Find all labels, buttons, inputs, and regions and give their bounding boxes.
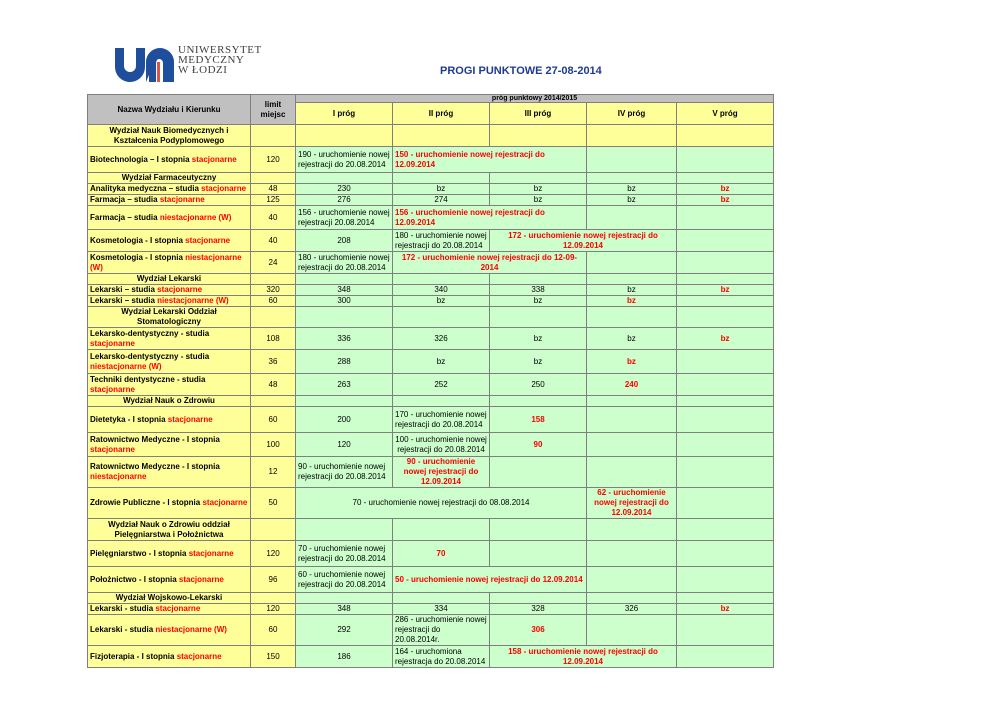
header-limit: limit miejsc — [251, 95, 296, 125]
table-row — [88, 374, 774, 396]
table-cell: bz — [587, 285, 677, 296]
table-cell — [677, 541, 774, 567]
table-cell: Położnictwo - I stopnia stacjonarne — [88, 567, 251, 593]
table-cell: 150 - uruchomienie nowej rejestracji do 12.09.2014 — [393, 147, 587, 173]
table-cell: 70 — [393, 541, 490, 567]
table-cell — [677, 519, 774, 541]
table-cell: 320 — [251, 285, 296, 296]
table-cell — [587, 541, 677, 567]
table-cell: 158 - uruchomienie nowej rejestracji do 12.09.2014 — [490, 646, 677, 668]
table-cell: Lekarski – studia niestacjonarne (W) — [88, 296, 251, 307]
header-p5: V próg — [677, 103, 774, 125]
table-cell — [490, 396, 587, 407]
table-cell — [251, 274, 296, 285]
table-cell: 274 — [393, 195, 490, 206]
table-cell — [587, 519, 677, 541]
header-p2: II próg — [393, 103, 490, 125]
table-cell — [587, 147, 677, 173]
table-cell: Lekarsko-dentystyczny - studia niestacjonarne (W) — [88, 350, 251, 374]
table-cell: Fizjoterapia - I stopnia stacjonarne — [88, 646, 251, 668]
table-row — [88, 407, 774, 433]
table-cell: 230 — [296, 184, 393, 195]
table-cell: bz — [393, 296, 490, 307]
thresholds-table — [87, 94, 774, 668]
table-cell: Farmacja – studia stacjonarne — [88, 195, 251, 206]
table-cell — [393, 274, 490, 285]
table-cell — [677, 646, 774, 668]
table-cell: 336 — [296, 328, 393, 350]
table-cell — [587, 593, 677, 604]
table-cell: 326 — [393, 328, 490, 350]
table-cell: 326 — [587, 604, 677, 615]
logo-line-2: MEDYCZNY — [178, 54, 245, 66]
table-cell: 36 — [251, 350, 296, 374]
table-cell — [251, 307, 296, 328]
table-cell: Farmacja – studia niestacjonarne (W) — [88, 206, 251, 230]
table-cell: bz — [587, 184, 677, 195]
table-cell — [677, 173, 774, 184]
table-cell — [677, 125, 774, 147]
header-p4: IV próg — [587, 103, 677, 125]
table-cell — [587, 407, 677, 433]
table-cell: Lekarsko-dentystyczny - studia stacjonarne — [88, 328, 251, 350]
table-cell: bz — [587, 195, 677, 206]
table-row — [88, 646, 774, 668]
table-cell — [490, 307, 587, 328]
table-cell — [490, 173, 587, 184]
table-cell: bz — [587, 296, 677, 307]
table-cell — [677, 274, 774, 285]
table-cell — [251, 173, 296, 184]
table-row — [88, 488, 774, 519]
table-cell — [677, 615, 774, 646]
table-cell: 40 — [251, 206, 296, 230]
table-cell — [296, 396, 393, 407]
table-cell — [587, 125, 677, 147]
table-cell: 252 — [393, 374, 490, 396]
table-cell: 24 — [251, 252, 296, 274]
table-cell: Kosmetologia - I stopnia stacjonarne — [88, 230, 251, 252]
table-cell: 96 — [251, 567, 296, 593]
table-cell: bz — [677, 195, 774, 206]
table-cell — [490, 593, 587, 604]
table-cell — [393, 519, 490, 541]
table-cell — [393, 593, 490, 604]
table-cell: 48 — [251, 374, 296, 396]
header-group: próg punktowy 2014/2015 — [296, 95, 774, 103]
table-cell: 292 — [296, 615, 393, 646]
table-cell: 90 — [490, 433, 587, 457]
table-cell — [677, 252, 774, 274]
table-cell: 348 — [296, 604, 393, 615]
table-cell: 108 — [251, 328, 296, 350]
table-row — [88, 285, 774, 296]
table-cell: 276 — [296, 195, 393, 206]
table-cell — [251, 396, 296, 407]
table-cell: bz — [490, 195, 587, 206]
table-cell: 156 - uruchomienie nowej rejestracji do 12.09.2014 — [393, 206, 587, 230]
table-cell: 348 — [296, 285, 393, 296]
table-cell: bz — [490, 296, 587, 307]
table-cell: 300 — [296, 296, 393, 307]
table-cell: 70 - uruchomienie nowej rejestracji do 08.08.2014 — [296, 488, 587, 519]
table-row — [88, 541, 774, 567]
table-cell: 170 - uruchomienie nowej rejestracji do 20.08.2014 — [393, 407, 490, 433]
table-cell: 50 - uruchomienie nowej rejestracji do 12.09.2014 — [393, 567, 587, 593]
section-heading: Wydział Lekarski — [88, 274, 251, 285]
table-cell: 172 - uruchomienie nowej rejestracji do 12.09.2014 — [490, 230, 677, 252]
table-cell: 100 — [251, 433, 296, 457]
table-cell — [587, 457, 677, 488]
table-cell: 306 — [490, 615, 587, 646]
table-cell: 288 — [296, 350, 393, 374]
table-cell: 328 — [490, 604, 587, 615]
table-cell: 100 - uruchomienie nowej rejestracji do 20.08.2014 — [393, 433, 490, 457]
table-cell: 200 — [296, 407, 393, 433]
header-p3: III próg — [490, 103, 587, 125]
table-cell: bz — [393, 184, 490, 195]
table-cell — [296, 274, 393, 285]
table-cell: 164 - uruchomiona rejestracja do 20.08.2014 — [393, 646, 490, 668]
table-row — [88, 457, 774, 488]
table-cell — [677, 147, 774, 173]
table-row — [88, 252, 774, 274]
table-cell: 172 - uruchomienie nowej rejestracji do 12-09-2014 — [393, 252, 587, 274]
table-cell: 340 — [393, 285, 490, 296]
table-cell — [587, 173, 677, 184]
table-cell — [677, 457, 774, 488]
table-cell: 90 - uruchomienie nowej rejestracji do 12.09.2014 — [393, 457, 490, 488]
table-cell — [490, 541, 587, 567]
table-cell: 50 — [251, 488, 296, 519]
table-cell: 208 — [296, 230, 393, 252]
table-cell — [677, 206, 774, 230]
table-row — [88, 604, 774, 615]
section-heading: Wydział Wojskowo-Lekarski — [88, 593, 251, 604]
table-cell: 48 — [251, 184, 296, 195]
logo-text — [178, 45, 262, 75]
table-row — [88, 433, 774, 457]
table-cell — [587, 433, 677, 457]
table-cell — [296, 593, 393, 604]
table-cell — [587, 615, 677, 646]
table-cell — [490, 125, 587, 147]
table-cell: 12 — [251, 457, 296, 488]
table-cell — [677, 433, 774, 457]
table-cell: Lekarski – studia stacjonarne — [88, 285, 251, 296]
table-cell — [677, 374, 774, 396]
table-cell — [251, 125, 296, 147]
table-row — [88, 567, 774, 593]
table-row — [88, 615, 774, 646]
section-heading: Wydział Nauk o Zdrowiu oddział Pielęgniarstwa i Położnictwa — [88, 519, 251, 541]
table-cell: Techniki dentystyczne - studia stacjonarne — [88, 374, 251, 396]
table-cell: 70 - uruchomienie nowej rejestracji do 20.08.2014 — [296, 541, 393, 567]
table-cell: bz — [587, 328, 677, 350]
header-name: Nazwa Wydziału i Kierunku — [88, 95, 251, 125]
table-cell: 120 — [296, 433, 393, 457]
table-cell: Ratownictwo Medyczne - I stopnia stacjonarne — [88, 433, 251, 457]
table-cell: Pielęgniarstwo - I stopnia stacjonarne — [88, 541, 251, 567]
table-cell: Ratownictwo Medyczne - I stopnia niestacjonarne — [88, 457, 251, 488]
table-cell — [677, 307, 774, 328]
table-cell: 263 — [296, 374, 393, 396]
table-cell — [393, 173, 490, 184]
table-cell — [393, 396, 490, 407]
table-cell: 60 — [251, 296, 296, 307]
table-cell — [490, 457, 587, 488]
table-cell — [393, 307, 490, 328]
table-cell — [677, 407, 774, 433]
table-cell: 60 — [251, 407, 296, 433]
table-row — [88, 296, 774, 307]
table-cell: 120 — [251, 147, 296, 173]
table-cell — [296, 173, 393, 184]
table-cell: 286 - uruchomienie nowej rejestracji do 20.08.2014r. — [393, 615, 490, 646]
table-cell — [587, 307, 677, 328]
table-cell: Zdrowie Publiczne - I stopnia stacjonarne — [88, 488, 251, 519]
table-cell: 62 - uruchomienie nowej rejestracji do 12.09.2014 — [587, 488, 677, 519]
table-cell: 60 - uruchomienie nowej rejestracji do 20.08.2014 — [296, 567, 393, 593]
table-cell — [587, 274, 677, 285]
table-cell: bz — [587, 350, 677, 374]
table-cell — [677, 230, 774, 252]
table-cell — [587, 567, 677, 593]
table-cell — [677, 593, 774, 604]
table-cell: bz — [490, 184, 587, 195]
table-cell: Dietetyka - I stopnia stacjonarne — [88, 407, 251, 433]
section-heading: Wydział Farmaceutyczny — [88, 173, 251, 184]
table-cell: Lekarski - studia niestacjonarne (W) — [88, 615, 251, 646]
table-row — [88, 195, 774, 206]
table-cell: bz — [490, 328, 587, 350]
table-cell — [587, 252, 677, 274]
table-cell — [677, 296, 774, 307]
page-title: PROGI PUNKTOWE 27-08-2014 — [440, 65, 602, 77]
table-cell: 156 - uruchomienie nowej rejestracji 20.08.2014 — [296, 206, 393, 230]
table-row — [88, 230, 774, 252]
table-cell: Lekarski - studia stacjonarne — [88, 604, 251, 615]
table-cell — [677, 396, 774, 407]
table-cell: bz — [677, 604, 774, 615]
table-cell: 180 - uruchomienie nowej rejestracji do 20.08.2014 — [296, 252, 393, 274]
table-cell — [677, 488, 774, 519]
table-row — [88, 328, 774, 350]
table-cell: 338 — [490, 285, 587, 296]
table-row — [88, 147, 774, 173]
header-p1: I próg — [296, 103, 393, 125]
section-heading: Wydział Nauk o Zdrowiu — [88, 396, 251, 407]
table-cell: Kosmetologia - I stopnia niestacjonarne (W) — [88, 252, 251, 274]
table-cell — [490, 274, 587, 285]
table-cell: 180 - uruchomienie nowej rejestracji do 20.08.2014 — [393, 230, 490, 252]
table-cell: 120 — [251, 541, 296, 567]
table-cell: bz — [677, 328, 774, 350]
table-row — [88, 184, 774, 195]
table-cell: 120 — [251, 604, 296, 615]
table-cell: bz — [393, 350, 490, 374]
table-row — [88, 206, 774, 230]
table-cell — [677, 567, 774, 593]
table-cell: Biotechnologia – I stopnia stacjonarne — [88, 147, 251, 173]
table-cell — [587, 396, 677, 407]
table-cell: 60 — [251, 615, 296, 646]
table-cell — [490, 519, 587, 541]
table-cell: 90 - uruchomienie nowej rejestracji do 20.08.2014 — [296, 457, 393, 488]
table-cell — [251, 593, 296, 604]
table-cell: 186 — [296, 646, 393, 668]
table-cell: 158 — [490, 407, 587, 433]
table-cell: bz — [677, 184, 774, 195]
section-heading: Wydział Lekarski Oddział Stomatologiczny — [88, 307, 251, 328]
table-cell — [587, 206, 677, 230]
table-cell: 250 — [490, 374, 587, 396]
table-cell — [677, 350, 774, 374]
table-cell: 240 — [587, 374, 677, 396]
table-row — [88, 350, 774, 374]
table-cell — [296, 125, 393, 147]
logo-line-3: W ŁODZI — [178, 64, 228, 76]
table-cell — [296, 307, 393, 328]
table-cell: 125 — [251, 195, 296, 206]
table-cell: 190 - uruchomienie nowej rejestracji do 20.08.2014 — [296, 147, 393, 173]
table-cell: 40 — [251, 230, 296, 252]
table-cell: bz — [677, 285, 774, 296]
section-heading: Wydział Nauk Biomedycznych i Kształcenia Podyplomowego — [88, 125, 251, 147]
table-cell: Analityka medyczna – studia stacjonarne — [88, 184, 251, 195]
table-cell: 334 — [393, 604, 490, 615]
table-cell — [393, 125, 490, 147]
table-cell — [296, 519, 393, 541]
logo-line-1: UNIWERSYTET — [178, 44, 262, 56]
table-cell: 150 — [251, 646, 296, 668]
table-cell: bz — [490, 350, 587, 374]
table-cell — [251, 519, 296, 541]
